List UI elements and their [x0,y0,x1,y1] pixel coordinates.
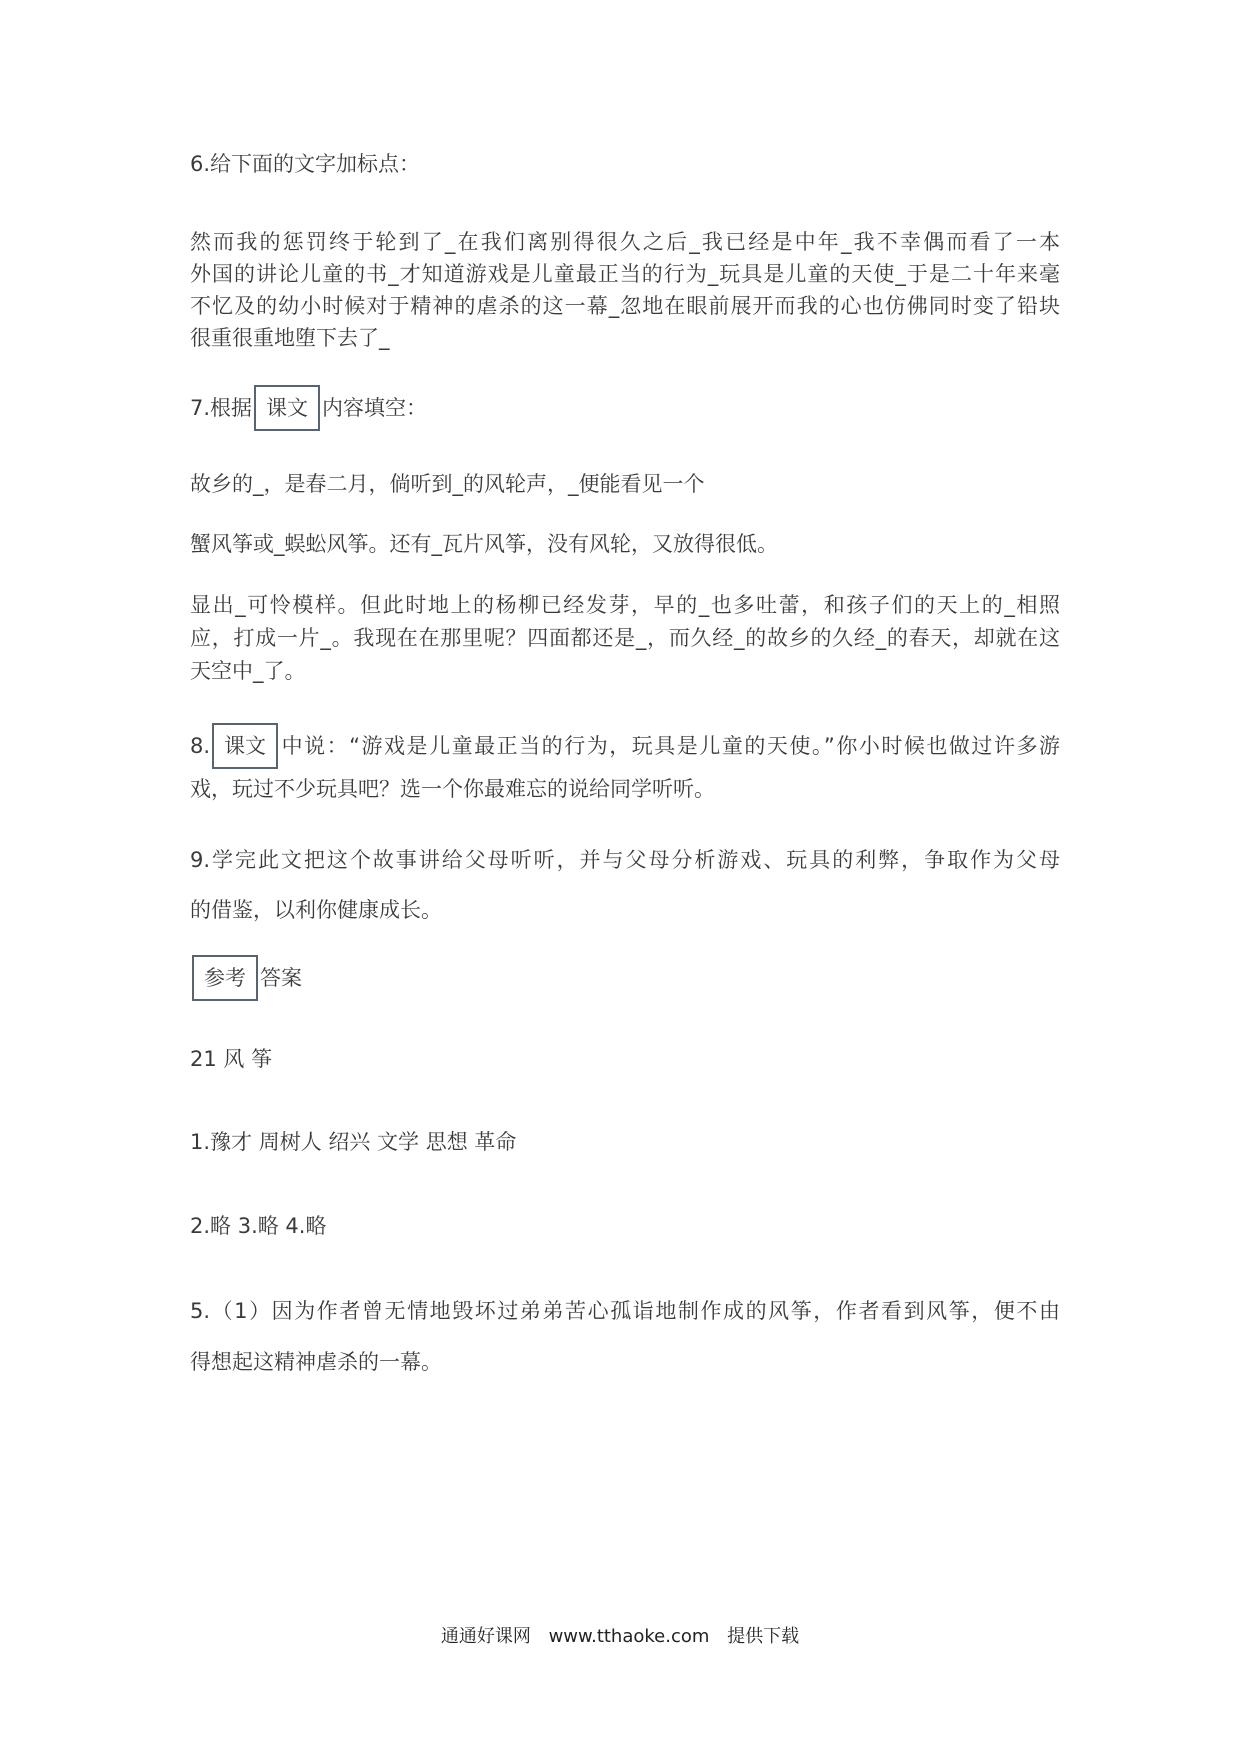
answers-boxed-keyword: 参考 [192,955,258,1001]
answer-5-line-2: 得想起这精神虐杀的一幕。 [190,1350,442,1374]
q6-line-3: 不忆及的幼小时候对于精神的虐杀的这一幕_忽地在眼前展开而我的心也仿佛同时变了铅块 [190,294,1060,318]
q7-title [190,385,427,431]
q7-para-line-1: 显出_可怜模样。但此时地上的杨柳已经发芽，早的_也多吐蕾，和孩子们的天上的_相照 [190,593,1060,617]
q6-title: 6.给下面的文字加标点： [190,152,421,176]
q9-line-1: 9.学完此文把这个故事讲给父母听听，并与父母分析游戏、玩具的利弊，争取作为父母 [190,848,1060,872]
q7-fill-line-2: 蟹风筝或_蜈蚣风筝。还有_瓦片风筝，没有风轮，又放得很低。 [190,532,778,556]
answers-lesson-title: 21 风 筝 [190,1047,273,1071]
answer-5-line-1: 5.（1）因为作者曾无情地毁坏过弟弟苦心孤诣地制作成的风筝，作者看到风筝，便不由 [190,1299,1060,1323]
q6-line-2: 外国的讲论儿童的书_才知道游戏是儿童最正当的行为_玩具是儿童的天使_于是二十年来毫 [190,262,1060,286]
footer-site-name: 通通好课网 [440,1626,531,1647]
footer-url: www.tthaoke.com [548,1626,710,1647]
q8-suffix: 中说：“游戏是儿童最正当的行为，玩具是儿童的天使。”你小时候也做过许多游 [280,734,1060,758]
answer-1: 1.豫才 周树人 绍兴 文学 思想 革命 [190,1130,517,1154]
footer-note: 提供下载 [727,1626,800,1647]
q8-line-2: 戏，玩过不少玩具吧？选一个你最难忘的说给同学听听。 [190,777,715,801]
q7-fill-line-1: 故乡的_，是春二月，倘听到_的风轮声，_便能看见一个 [190,472,705,496]
answer-2-4: 2.略 3.略 4.略 [190,1214,327,1238]
q7-para-line-2: 应，打成一片_。我现在在那里呢？四面都还是_，而久经_的故乡的久经_的春天，却就在这 [190,626,1060,650]
answers-heading-suffix: 答案 [260,966,302,990]
q8-line-1 [190,723,1060,769]
page-footer [0,1622,1240,1648]
q7-prefix: 7.根据 [190,396,253,420]
q9-line-2: 的借鉴，以利你健康成长。 [190,898,442,922]
q8-boxed-keyword: 课文 [212,723,278,769]
answers-heading [190,955,302,1001]
q7-boxed-keyword: 课文 [254,385,320,431]
q6-line-1: 然而我的惩罚终于轮到了_在我们离别得很久之后_我已经是中年_我不幸偶而看了一本 [190,230,1060,254]
q7-para-line-3: 天空中_了。 [190,659,306,683]
q6-line-4: 很重很重地堕下去了_ [190,326,390,350]
q8-prefix: 8. [190,734,211,758]
q7-suffix: 内容填空： [322,396,428,420]
